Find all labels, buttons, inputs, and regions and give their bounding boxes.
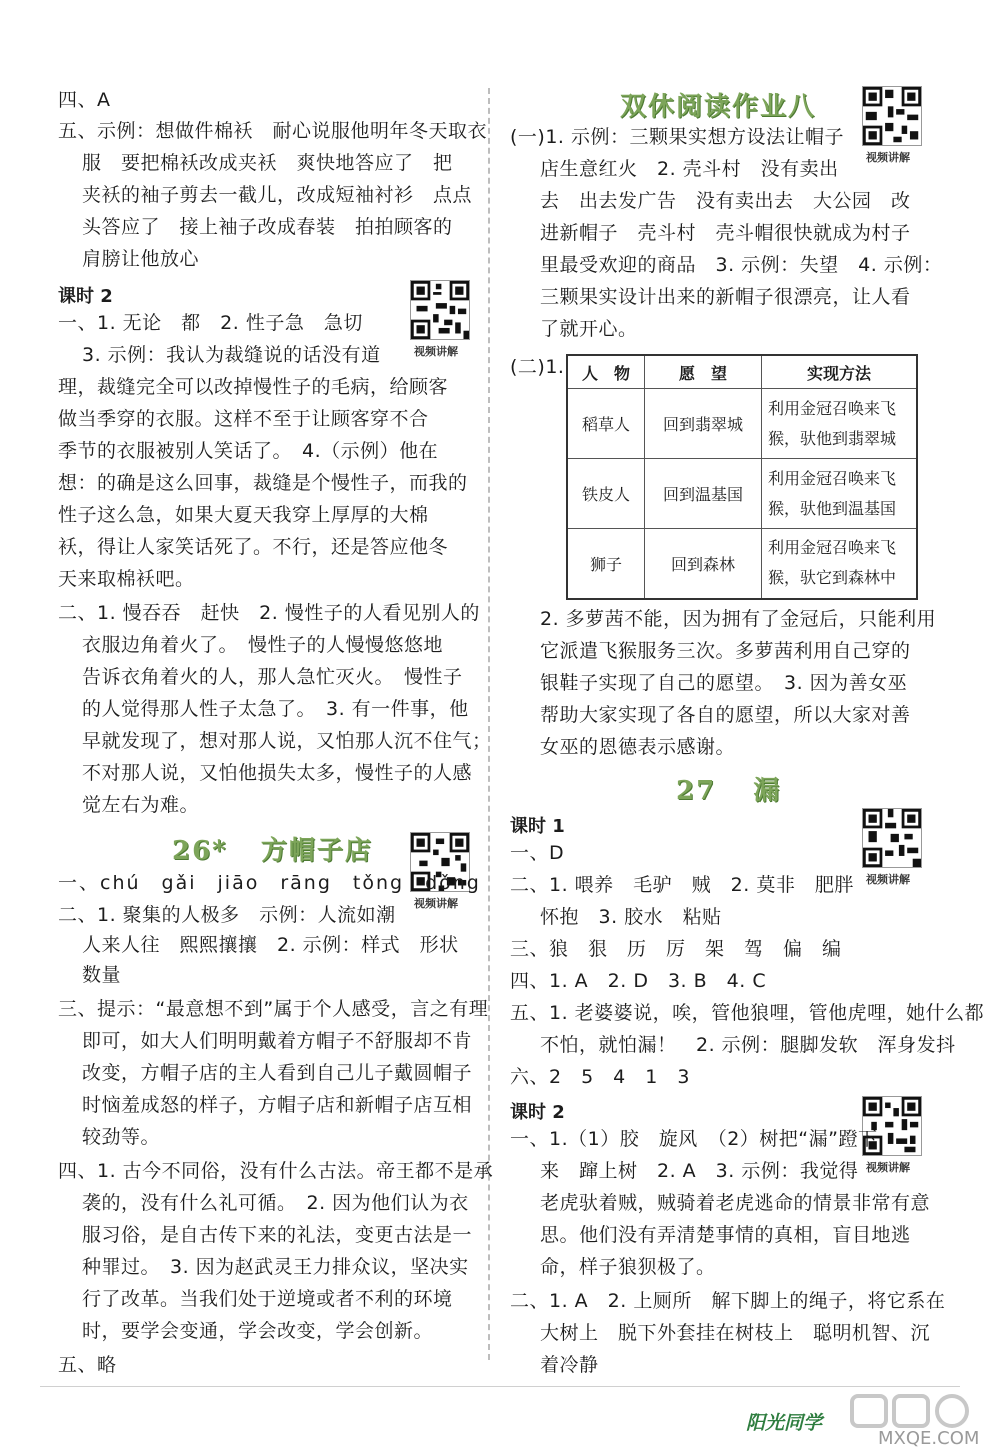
answer-line: 即可，如大人们明明戴着方帽子不舒服却不肯 <box>82 1030 473 1052</box>
answer-line: 一、D <box>510 842 565 864</box>
answer-line: 怀抱 3. 胶水 粘贴 <box>540 906 722 928</box>
answer-line: 数量 <box>82 964 122 986</box>
method-line: 利用金冠召唤来飞 <box>768 538 897 558</box>
answer-line: (一)1. 示例：三颗果实想方设法让帽子 <box>510 126 844 148</box>
answer-line: 人来人往 熙熙攘攘 2. 示例：样式 形状 <box>82 934 459 956</box>
answer-line: 的人觉得那人性子太急了。 3. 有一件事，他 <box>82 698 469 720</box>
answer-line: 五、示例：想做件棉袄 耐心说服他明年冬天取衣 <box>58 120 488 142</box>
answer-line: 银鞋子实现了自己的愿望。 3. 因为善女巫 <box>540 672 908 694</box>
answer-line: 3. 示例：我认为裁缝说的话没有道 <box>82 344 381 366</box>
table-row <box>567 529 917 599</box>
answer-line: 二、1. 聚集的人极多 示例：人流如潮 <box>58 904 396 926</box>
answer-line: 时，要学会变通，学会改变，学会创新。 <box>82 1320 434 1342</box>
method-line: 利用金冠召唤来飞 <box>768 398 897 418</box>
answer-line: 理，裁缝完全可以改掉慢性子的毛病，给顾客 <box>58 376 449 398</box>
table-cell: 回到森林 <box>645 529 762 599</box>
answer-line: 袄，得让人家笑话死了。不行，还是答应他冬 <box>58 536 449 558</box>
answer-line: 老虎驮着贼，贼骑着老虎逃命的情景非常有意 <box>540 1192 931 1214</box>
table-cell <box>762 529 918 599</box>
answer-line: 性子这么急，如果大夏天我穿上厚厚的大棉 <box>58 504 429 526</box>
method-line: 利用金冠召唤来飞 <box>768 468 897 488</box>
answer-line: 三颗果实设计出来的新帽子很漂亮，让人看 <box>540 286 911 308</box>
qr-code-icon[interactable] <box>862 86 922 146</box>
answer-line: 夹袄的袖子剪去一截儿，改成短袖衬衫 点点 <box>82 184 473 206</box>
table-row <box>567 389 917 459</box>
method-line: 猴，驮他到温基国 <box>768 498 897 518</box>
answer-line: 一、1. 无论 都 2. 性子急 急切 <box>58 312 363 334</box>
answer-line: 服 要把棉袄改成夹袄 爽快地答应了 把 <box>82 152 453 174</box>
lesson-number: 26* <box>172 836 228 866</box>
section-heading-26 <box>172 830 373 867</box>
qr-caption: 视频讲解 <box>866 151 910 164</box>
answer-line: 改变，方帽子店的主人看到自己儿子戴圆帽子 <box>82 1062 473 1084</box>
table-cell: 狮子 <box>567 529 645 599</box>
table-cell: 回到翡翠城 <box>645 389 762 459</box>
answer-line: (二)1. <box>510 356 565 378</box>
answer-line: 季节的衣服被别人笑话了。 4.（示例）他在 <box>58 440 439 462</box>
answer-line: 六、2 5 4 1 3 <box>510 1066 690 1088</box>
lesson-title: 方帽子店 <box>260 836 373 866</box>
table-header-row <box>567 355 917 389</box>
answer-line: 去 出去发广告 没有卖出去 大公园 改 <box>540 190 911 212</box>
answer-line: 三、狼 狠 历 厉 架 驾 偏 编 <box>510 938 842 960</box>
answer-line: 大树上 脱下外套挂在树枝上 聪明机智、沉 <box>540 1322 931 1344</box>
answer-line: 着冷静 <box>540 1354 599 1376</box>
answer-line: 衣服边角着火了。 慢性子的人慢慢悠悠地 <box>82 634 444 656</box>
answer-line: 一、1.（1）胶 旋风 （2）树把“漏”蹬下 <box>510 1128 878 1150</box>
answer-line: 不对那人说，又怕他损失太多，慢性子的人感 <box>82 762 473 784</box>
answer-line: 服习俗，是自古传下来的礼法，变更古法是一 <box>82 1224 473 1246</box>
answer-line: 2. 多萝茜不能，因为拥有了金冠后，只能利用 <box>540 608 937 630</box>
method-line: 猴，驮它到森林中 <box>768 568 897 588</box>
answer-line: 二、1. 慢吞吞 赶快 2. 慢性子的人看见别人的 <box>58 602 480 624</box>
table-header: 愿 望 <box>645 355 762 389</box>
method-line: 猴，驮他到翡翠城 <box>768 428 897 448</box>
answer-line: 行了改革。当我们处于逆境或者不利的环境 <box>82 1288 453 1310</box>
answer-line: 五、略 <box>58 1354 117 1376</box>
answer-line: 袭的，没有什么礼可循。 2. 因为他们认为衣 <box>82 1192 469 1214</box>
qr-caption: 视频讲解 <box>414 897 458 910</box>
pinyin-line: 一、chú gǎi jiāo rāng tǒng dǒng <box>58 872 481 894</box>
qr-caption: 视频讲解 <box>866 1161 910 1174</box>
lesson-heading: 课时 1 <box>510 816 565 837</box>
answer-line: 较劲等。 <box>82 1126 161 1148</box>
answer-line: 告诉衣角着火的人，那人急忙灭火。 慢性子 <box>82 666 463 688</box>
lesson-heading: 课时 2 <box>510 1102 565 1123</box>
answer-line: 来 蹿上树 2. A 3. 示例：我觉得 <box>540 1160 859 1182</box>
answer-line: 早就发现了，想对那人说，又怕那人沉不住气； <box>82 730 492 752</box>
brand-logo: 阳光同学 <box>746 1412 823 1434</box>
qr-caption: 视频讲解 <box>866 873 910 886</box>
answer-line: 店生意红火 2. 壳斗村 没有卖出 <box>540 158 839 180</box>
answer-line: 命，样子狼狈极了。 <box>540 1256 716 1278</box>
answer-line: 帮助大家实现了各自的愿望，所以大家对善 <box>540 704 911 726</box>
reading-homework-heading: 双休阅读作业八 <box>620 92 817 122</box>
answer-line: 它派遣飞猴服务三次。多萝茜利用自己穿的 <box>540 640 911 662</box>
qr-code-icon[interactable] <box>410 280 470 340</box>
answer-line: 头答应了 接上袖子改成春装 拍拍顾客的 <box>82 216 453 238</box>
answer-line: 里最受欢迎的商品 3. 示例：失望 4. 示例： <box>540 254 943 276</box>
answer-line: 四、1. 古今不同俗，没有什么古法。帝王都不是承 <box>58 1160 494 1182</box>
table-cell <box>762 389 918 459</box>
lesson-title: 漏 <box>753 776 782 806</box>
answer-line: 种罪过。 3. 因为赵武灵王力排众议，坚决实 <box>82 1256 469 1278</box>
answer-line: 天来取棉袄吧。 <box>58 568 195 590</box>
answer-line: 三、提示：“最意想不到”属于个人感受，言之有理 <box>58 998 489 1020</box>
answer-line: 进新帽子 壳斗村 壳斗帽很快就成为村子 <box>540 222 911 244</box>
answer-table <box>566 354 918 600</box>
qr-code-icon[interactable] <box>862 808 922 868</box>
answer-line: 二、1. A 2. 上厕所 解下脚上的绳子，将它系在 <box>510 1290 946 1312</box>
footer-rule <box>40 1386 960 1387</box>
qr-caption: 视频讲解 <box>414 345 458 358</box>
answer-line: 做当季穿的衣服。这样不至于让顾客穿不合 <box>58 408 429 430</box>
answer-line: 不怕，就怕漏！ 2. 示例：腿脚发软 浑身发抖 <box>540 1034 956 1056</box>
answer-line: 女巫的恩德表示感谢。 <box>540 736 736 758</box>
answer-line: 四、1. A 2. D 3. B 4. C <box>510 970 767 992</box>
table-cell <box>762 459 918 529</box>
answer-line: 五、1. 老婆婆说，唉，管他狼哩，管他虎哩，她什么都 <box>510 1002 985 1024</box>
table-cell: 铁皮人 <box>567 459 645 529</box>
answer-line: 觉左右为难。 <box>82 794 200 816</box>
answer-line: 思。他们没有弄清楚事情的真相，盲目地逃 <box>540 1224 911 1246</box>
table-header: 人 物 <box>567 355 645 389</box>
answer-line: 肩膀让他放心 <box>82 248 200 270</box>
answer-line: 四、A <box>58 89 111 111</box>
answer-line: 想：的确是这么回事，裁缝是个慢性子，而我的 <box>58 472 468 494</box>
lesson-number: 27 <box>676 776 717 806</box>
table-header: 实现方法 <box>762 355 918 389</box>
answer-line: 时恼羞成怒的样子，方帽子店和新帽子店互相 <box>82 1094 473 1116</box>
watermark-text: MXQE.COM <box>878 1428 980 1449</box>
section-heading-27 <box>676 770 781 807</box>
lesson-heading: 课时 2 <box>58 286 113 307</box>
answer-line: 二、1. 喂养 毛驴 贼 2. 莫非 肥胖 <box>510 874 854 896</box>
table-cell: 回到温基国 <box>645 459 762 529</box>
answer-line: 了就开心。 <box>540 318 638 340</box>
table-row <box>567 459 917 529</box>
table-cell: 稻草人 <box>567 389 645 459</box>
